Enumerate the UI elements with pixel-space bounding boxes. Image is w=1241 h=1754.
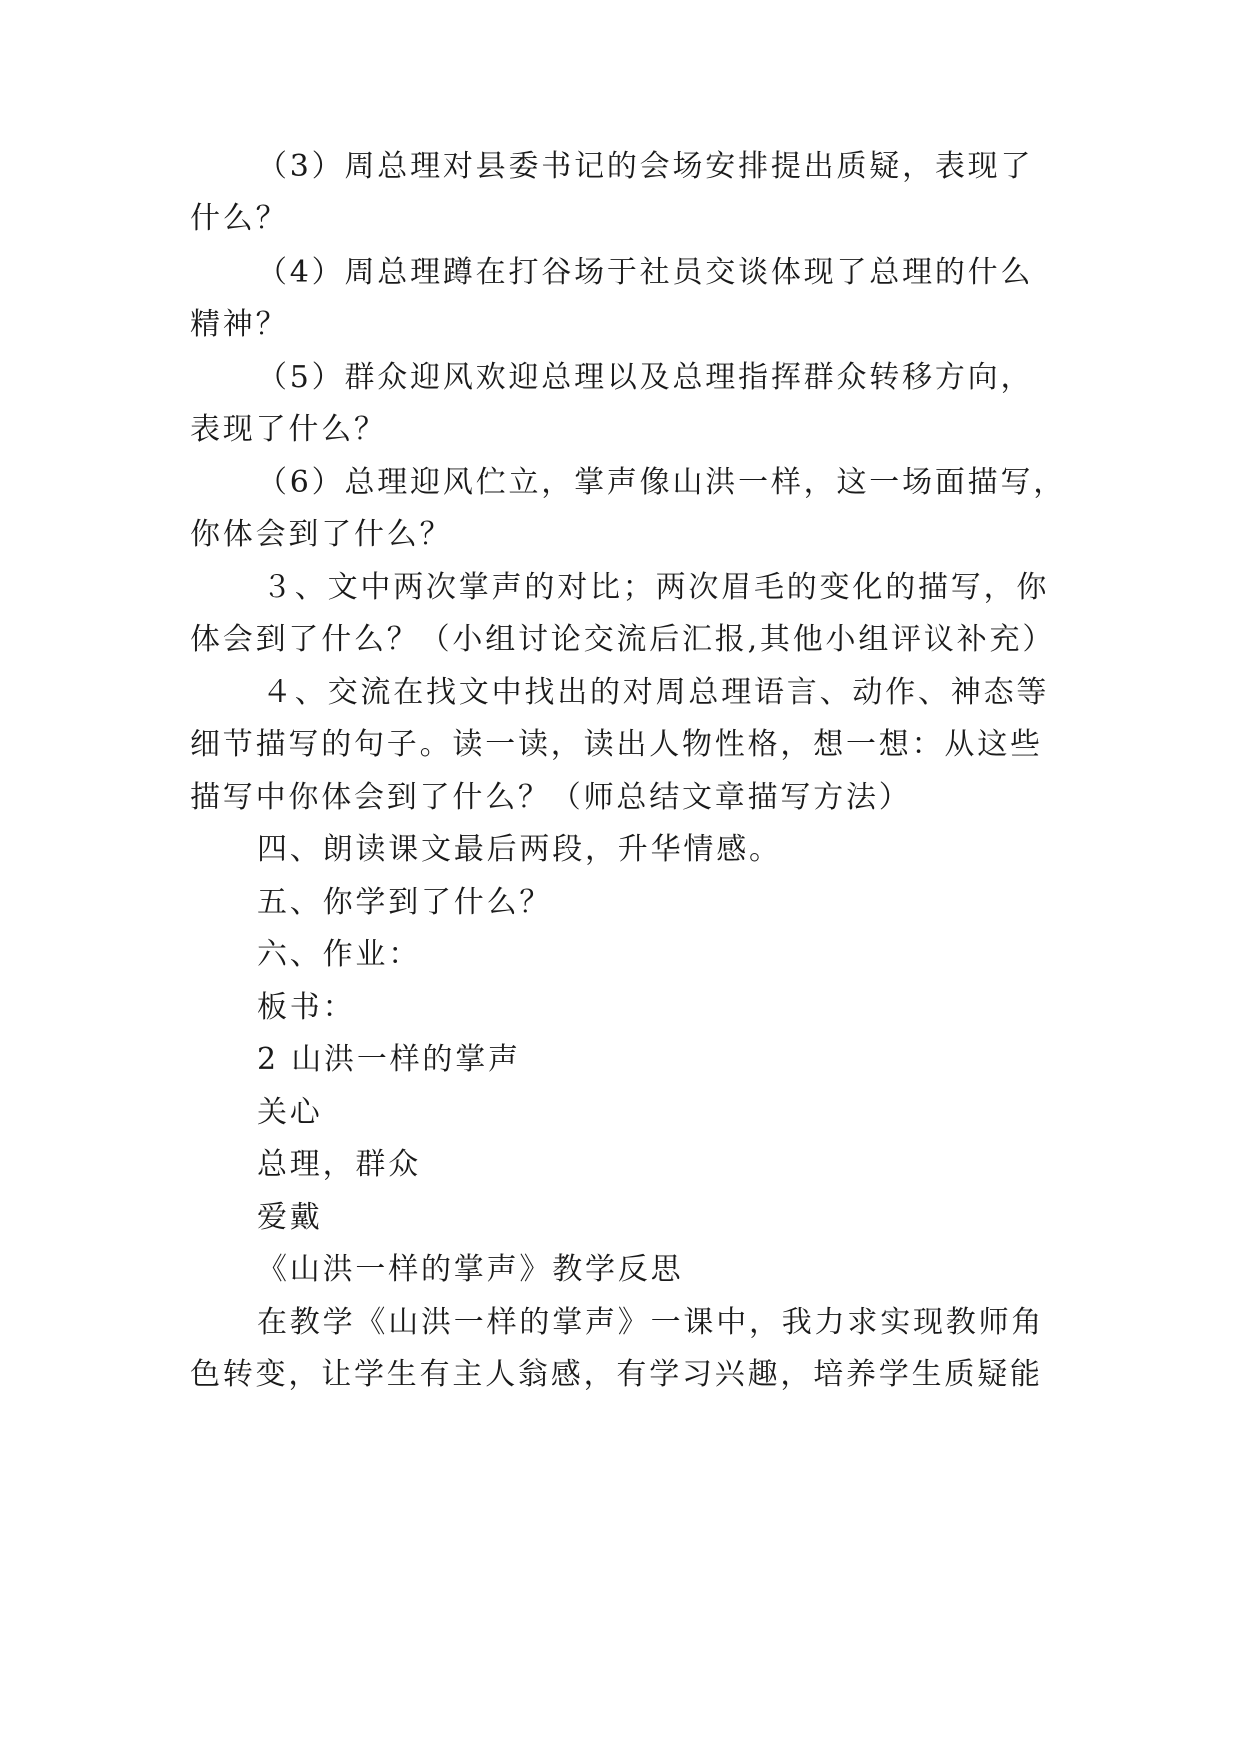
paragraph-line: 总理，群众 xyxy=(257,1147,421,1182)
paragraph-line: （4）周总理蹲在打谷场于社员交谈体现了总理的什么 xyxy=(257,255,1034,290)
paragraph-line: 在教学《山洪一样的掌声》一课中，我力求实现教师角 xyxy=(257,1305,1045,1340)
paragraph-line: 六、作业： xyxy=(257,937,421,972)
paragraph-line: 板书： xyxy=(257,990,356,1025)
paragraph-line: 四、朗读课文最后两段，升华情感。 xyxy=(257,832,782,867)
paragraph-line: 精神？ xyxy=(190,307,289,342)
paragraph-line: ４、交流在找文中找出的对周总理语言、动作、神态等 xyxy=(262,675,1050,710)
paragraph-line: 表现了什么？ xyxy=(190,412,387,447)
paragraph-line: 什么？ xyxy=(190,201,289,236)
paragraph-line: 爱戴 xyxy=(257,1200,323,1235)
paragraph-line: 《山洪一样的掌声》教学反思 xyxy=(257,1252,684,1287)
paragraph-line: （3）周总理对县委书记的会场安排提出质疑，表现了 xyxy=(257,149,1034,184)
paragraph-line: 五、你学到了什么？ xyxy=(257,885,553,920)
paragraph-line: ３、文中两次掌声的对比；两次眉毛的变化的描写，你 xyxy=(262,570,1050,605)
paragraph-line: 2 山洪一样的掌声 xyxy=(257,1042,521,1077)
paragraph-line: 描写中你体会到了什么？（师总结文章描写方法） xyxy=(190,780,912,815)
paragraph-line: 关心 xyxy=(257,1095,323,1130)
paragraph-line: （6）总理迎风伫立，掌声像山洪一样，这一场面描写， xyxy=(257,465,1067,500)
paragraph-line: 体会到了什么？（小组讨论交流后汇报,其他小组评议补充） xyxy=(190,622,1056,657)
paragraph-line: 你体会到了什么？ xyxy=(190,517,453,552)
paragraph-line: 色转变，让学生有主人翁感，有学习兴趣，培养学生质疑能 xyxy=(190,1357,1043,1392)
paragraph-line: 细节描写的句子。读一读，读出人物性格，想一想：从这些 xyxy=(190,727,1043,762)
paragraph-line: （5）群众迎风欢迎总理以及总理指挥群众转移方向， xyxy=(257,360,1034,395)
